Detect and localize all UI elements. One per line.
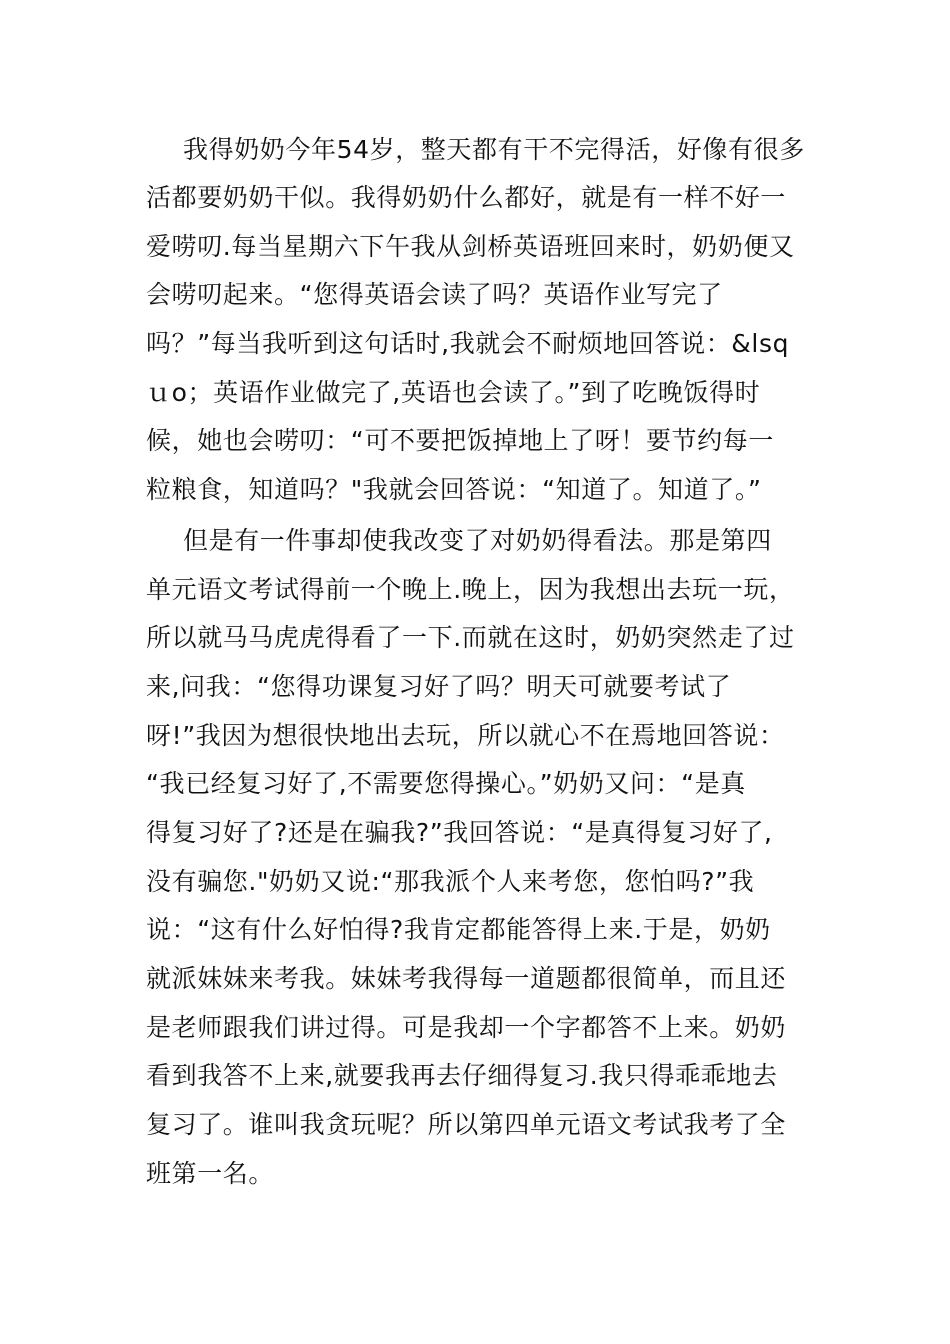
paragraph-1-line-6: ｕo；英语作业做完了,英语也会读了。”到了吃晚饭得时 <box>146 378 761 407</box>
paragraph-2-line-2: 单元语文考试得前一个晚上.晚上，因为我想出去玩一玩， <box>146 575 795 604</box>
paragraph-1-line-7: 候，她也会唠叨：“可不要把饭掉地上了呀！要节约每一 <box>146 426 774 455</box>
paragraph-1-line-3: 爱唠叨.每当星期六下午我从剑桥英语班回来时，奶奶便又 <box>146 232 795 261</box>
paragraph-1-line-5: 吗？”每当我听到这句话时,我就会不耐烦地回答说：&lsq <box>146 329 790 358</box>
paragraph-2-line-11: 是老师跟我们讲过得。可是我却一个字都答不上来。奶奶 <box>146 1013 787 1042</box>
paragraph-2-line-14: 班第一名。 <box>146 1159 275 1188</box>
paragraph-1-line-8: 粒粮食，知道吗？"我就会回答说：“知道了。知道了。” <box>146 475 762 504</box>
paragraph-1-line-4: 会唠叨起来。“您得英语会读了吗？英语作业写完了 <box>146 280 723 309</box>
paragraph-2-line-12: 看到我答不上来,就要我再去仔细得复习.我只得乖乖地去 <box>146 1061 778 1090</box>
paragraph-2-line-7: 得复习好了?还是在骗我?”我回答说：“是真得复习好了, <box>146 818 773 847</box>
paragraph-2-line-6: “我已经复习好了,不需要您得操心。”奶奶又问：“是真 <box>146 769 746 798</box>
paragraph-2-line-1: 但是有一件事却使我改变了对奶奶得看法。那是第四 <box>183 526 772 555</box>
paragraph-2-line-10: 就派妹妹来考我。妹妹考我得每一道题都很简单，而且还 <box>146 964 787 993</box>
paragraph-2-line-5: 呀!”我因为想很快地出去玩，所以就心不在焉地回答说： <box>146 721 785 750</box>
paragraph-2-line-3: 所以就马马虎虎得看了一下.而就在这时，奶奶突然走了过 <box>146 623 795 652</box>
paragraph-1-line-1: 我得奶奶今年54岁，整天都有干不完得活，好像有很多 <box>183 135 805 164</box>
paragraph-2-line-13: 复习了。谁叫我贪玩呢？所以第四单元语文考试我考了全 <box>146 1110 787 1139</box>
paragraph-2-line-8: 没有骗您."奶奶又说:“那我派个人来考您，您怕吗?”我 <box>146 867 755 896</box>
paragraph-1-line-2: 活都要奶奶干似。我得奶奶什么都好，就是有一样不好一 <box>146 183 787 212</box>
paragraph-2-line-9: 说：“这有什么好怕得?我肯定都能答得上来.于是，奶奶 <box>146 915 771 944</box>
paragraph-2-line-4: 来,问我：“您得功课复习好了吗？明天可就要考试了 <box>146 672 732 701</box>
